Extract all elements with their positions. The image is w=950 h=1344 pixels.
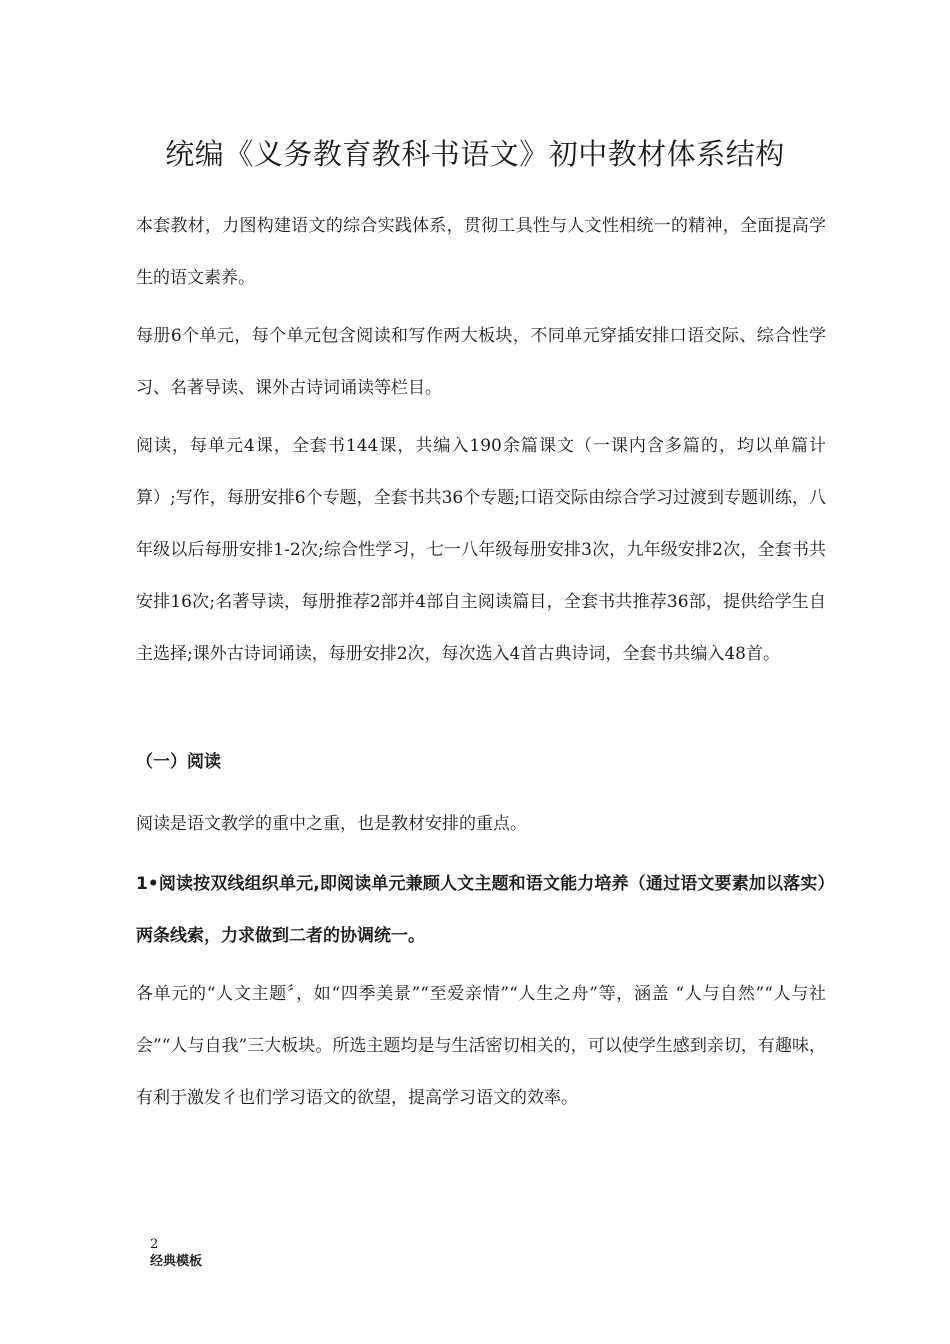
document-title: 统编《义务教育教科书语文》初中教材体系结构 [165, 137, 785, 171]
paragraph-intro: 本套教材，力图构建语文的综合实践体系，贯彻工具性与人文性相统一的精神，全面提高学生的语文素养。 [136, 216, 826, 288]
section-heading-reading: （一）阅读 [136, 752, 221, 772]
paragraph-units: 每册6个单元，每个单元包含阅读和写作两大板块，不同单元穿插安排口语交际、综合性学习、名著导读、课外古诗词诵读等栏目。 [136, 326, 826, 398]
footer-label: 经典模板 [150, 1254, 203, 1269]
paragraph-reading-intro: 阅读是语文教学的重中之重，也是教材安排的重点。 [136, 814, 527, 834]
point-1-heading: 1•阅读按双线组织单元,即阅读单元兼顾人文主题和语文能力培养（通过语文要素加以落实）两条线索，力求做到二者的协调统一。 [136, 874, 826, 946]
page-footer [150, 1236, 202, 1270]
page-number: 2 [150, 1237, 159, 1252]
paragraph-details: 阅读，每单元4课，全套书144课，共编入190余篇课文（一课内含多篇的，均以单篇计算）;写作，每册安排6个专题，全套书共36个专题;口语交际由综合学习过渡到专题训练，八年级以后每册安排1-2次;综合性学习，七一八年级每册安排3次，九年级安排2次，全套书共安排16次;名著导读，每册推荐2部并4部自主阅读篇目，全套书共推荐36部，提供给学生自主选择;课外古诗词诵读，每册安排2次，每次选入4首古典诗词，全套书共编入48首。 [136, 436, 826, 664]
paragraph-point-1-body: 各单元的“人文主题〞，如“四季美景”“至爱亲情”“人生之舟”等，涵盖 “人与自然”“人与社会”“人与自我”三大板块。所选主题均是与生活密切相关的，可以使学生感到亲切，有趣味，有利于激发彳也们学习语文的欲望，提高学习语文的效率。 [136, 984, 826, 1108]
